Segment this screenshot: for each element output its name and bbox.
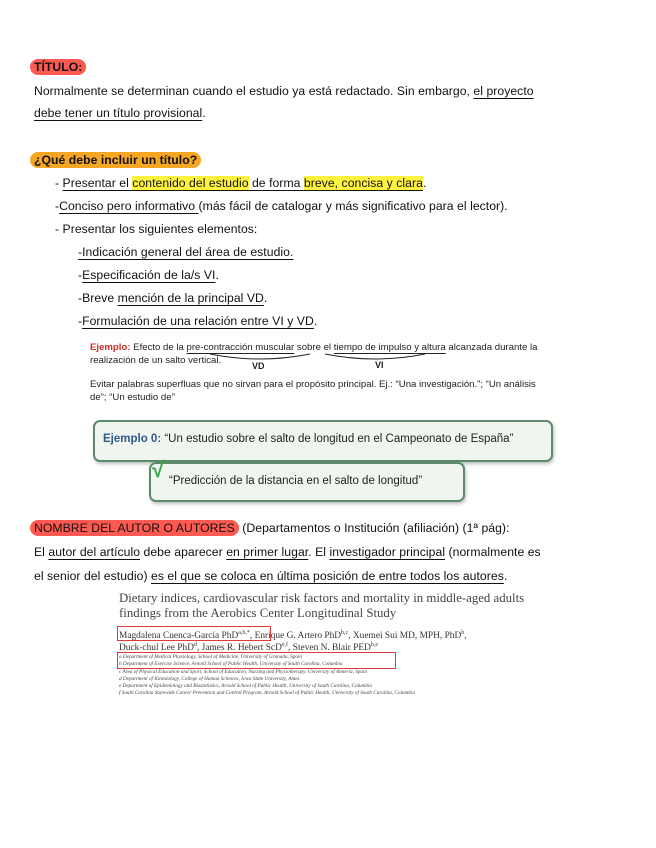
text: b bbox=[461, 630, 465, 636]
text: -Breve bbox=[78, 291, 118, 305]
text: a,b,* bbox=[238, 630, 250, 636]
text: (normalmente es bbox=[445, 545, 541, 559]
text: Evitar palabras superfluas que no sirvan para el propósito principal. Ej.: “Una investigación.”; “Un análisis bbox=[90, 379, 536, 390]
paper-title-line-1: Dietary indices, cardiovascular risk factors and mortality in middle-aged adults bbox=[119, 591, 525, 605]
text-underlined: Formulación de una relación entre VI y VD bbox=[82, 314, 314, 328]
text: . bbox=[202, 106, 206, 120]
text: , Enrique G. Artero PhD bbox=[249, 631, 342, 642]
text-highlight: , bbox=[334, 176, 342, 190]
text-underlined: mención de la principal VD bbox=[117, 291, 264, 305]
text: el senior del estudio) bbox=[34, 569, 151, 583]
titulo-line-2 bbox=[34, 102, 206, 124]
text-underlined: Conciso pero informativo bbox=[59, 199, 199, 213]
text: - bbox=[55, 199, 60, 213]
text-underlined: autor del artículo bbox=[48, 545, 141, 559]
text-underlined: tiempo de impulso y altura bbox=[333, 342, 446, 353]
affiliation-3: c Area of Physical Education and Sport, School of Education, Nursing and Physiotherapy, University of Almería, Spain bbox=[119, 669, 368, 675]
text: realización de un salto vertical. bbox=[90, 355, 222, 366]
incluir-sub-4 bbox=[78, 310, 317, 332]
text: . bbox=[215, 268, 219, 282]
text-underlined: área de estudio bbox=[205, 245, 290, 259]
text: , Xuemei Sui MD, MPH, PhD bbox=[348, 631, 462, 642]
affiliation-6: f South Carolina Statewide Cancer Prevention and Control Program, Arnold School of Public Health, University of South Carolina, Columbia bbox=[119, 690, 415, 696]
highlight-box-affiliations bbox=[117, 652, 396, 669]
text: Efecto de la bbox=[130, 342, 187, 353]
text-underlined: pre-contracción muscular bbox=[186, 342, 295, 353]
text: . El bbox=[308, 545, 330, 559]
mark-vi: VI bbox=[375, 360, 384, 370]
text: El bbox=[34, 545, 49, 559]
text-highlight: y bbox=[383, 176, 397, 190]
text: Presentar el bbox=[62, 176, 133, 190]
text: alcanzada durante la bbox=[445, 342, 538, 353]
text: b,c bbox=[341, 630, 349, 636]
text: Normalmente se determinan cuando el estudio ya está redactado. Sin embargo, bbox=[34, 84, 474, 98]
text: Duck-chul Lee PhD bbox=[119, 643, 194, 654]
text: . bbox=[313, 314, 318, 328]
affiliation-4: d Department of Kinesiology, College of Human Sciences, Iowa State University, Ames bbox=[119, 676, 300, 682]
affiliation-5: e Department of Epidemiology and Biostatistics, Arnold School of Public Health, University of South Carolina, Columbia bbox=[119, 683, 373, 689]
text-underlined: en primer lugar bbox=[226, 545, 309, 559]
handwritten-marks bbox=[205, 352, 435, 368]
text-highlight: concisa bbox=[341, 176, 384, 190]
ejemplo-label: Ejemplo: bbox=[90, 342, 131, 353]
text: -Indicación general del bbox=[78, 245, 206, 259]
text-highlight: contenido del estudio bbox=[132, 176, 249, 190]
affiliation-1: a Department of Medical Physiology, School of Medicine, University of Granada, Spain bbox=[119, 654, 302, 660]
text-highlight: clara bbox=[396, 176, 423, 190]
autor-heading bbox=[30, 517, 509, 539]
text-underlined: debe tener un título provisional bbox=[34, 106, 203, 120]
incluir-heading-label: ¿Qué debe incluir un título? bbox=[30, 152, 201, 168]
text: , Steven N. Blair PED bbox=[288, 643, 371, 654]
text-underlined: es el que se coloca en última posición de entre todos los autores bbox=[151, 569, 504, 583]
autor-line-2 bbox=[34, 565, 507, 587]
text: . bbox=[422, 176, 427, 190]
example-box-1 bbox=[93, 420, 553, 462]
text: - bbox=[78, 314, 83, 328]
text: e,f bbox=[281, 642, 289, 648]
autor-heading-label: NOMBRE DEL AUTOR O AUTORES bbox=[30, 520, 239, 536]
text: , James R. Hebert ScD bbox=[196, 643, 282, 654]
text: . bbox=[290, 245, 294, 259]
example-box-1-label: Ejemplo 0: bbox=[103, 433, 162, 445]
autor-line-1 bbox=[34, 541, 541, 563]
incluir-bullet-2 bbox=[55, 195, 508, 217]
text: d bbox=[193, 642, 197, 648]
titulo-heading bbox=[30, 56, 86, 78]
titulo-heading-label: TÍTULO: bbox=[30, 59, 86, 75]
paper-title-line-2: findings from the Aerobics Center Longitudinal Study bbox=[119, 606, 397, 620]
text-highlight: breve bbox=[303, 176, 335, 190]
text: , bbox=[464, 631, 467, 642]
incluir-sub-2 bbox=[78, 264, 219, 286]
evitar-line-2 bbox=[90, 391, 175, 404]
incluir-sub-1 bbox=[78, 241, 293, 263]
incluir-bullet-3 bbox=[55, 218, 257, 240]
text: - Presentar los siguientes elementos: bbox=[55, 222, 258, 236]
incluir-bullet-1 bbox=[55, 172, 426, 194]
brace-vi bbox=[325, 354, 425, 359]
example-box-2-text: “Predicción de la distancia en el salto de longitud” bbox=[169, 475, 423, 487]
mark-vd: VD bbox=[252, 361, 265, 371]
text: “Un estudio sobre el salto de longitud en el Campeonato de España” bbox=[161, 433, 514, 445]
text: . bbox=[503, 569, 508, 583]
text-underlined: Especificación de la/s VI bbox=[82, 268, 216, 282]
checkmark-icon: √ bbox=[152, 457, 165, 482]
text-underlined: investigador principal bbox=[329, 545, 446, 559]
text: - bbox=[55, 176, 63, 190]
text: - bbox=[78, 268, 83, 282]
example-box-1-text bbox=[103, 433, 513, 445]
ejemplo-line-2 bbox=[90, 354, 221, 367]
text: sobre el bbox=[294, 342, 334, 353]
text-underlined: el proyecto bbox=[473, 84, 534, 98]
brace-vd bbox=[210, 354, 310, 359]
evitar-line-1 bbox=[90, 378, 536, 391]
incluir-sub-3 bbox=[78, 287, 267, 309]
text: debe aparecer bbox=[140, 545, 227, 559]
text: b,e bbox=[370, 642, 379, 648]
affiliation-2: b Department of Exercise Science, Arnold School of Public Health, University of South Carolina, Columbia bbox=[119, 661, 343, 667]
text: . bbox=[263, 291, 268, 305]
author-first: Magdalena Cuenca-García PhD bbox=[119, 631, 239, 642]
example-box-2 bbox=[149, 462, 465, 502]
incluir-heading bbox=[30, 149, 201, 171]
text: (Departamentos o Institución (afiliación) (1ª pág): bbox=[238, 521, 510, 535]
text: de forma bbox=[248, 176, 304, 190]
text: de”; “Un estudio de” bbox=[90, 392, 175, 403]
titulo-line-1 bbox=[34, 80, 534, 102]
text: (más fácil de catalogar y más significativo para el lector). bbox=[198, 199, 508, 213]
